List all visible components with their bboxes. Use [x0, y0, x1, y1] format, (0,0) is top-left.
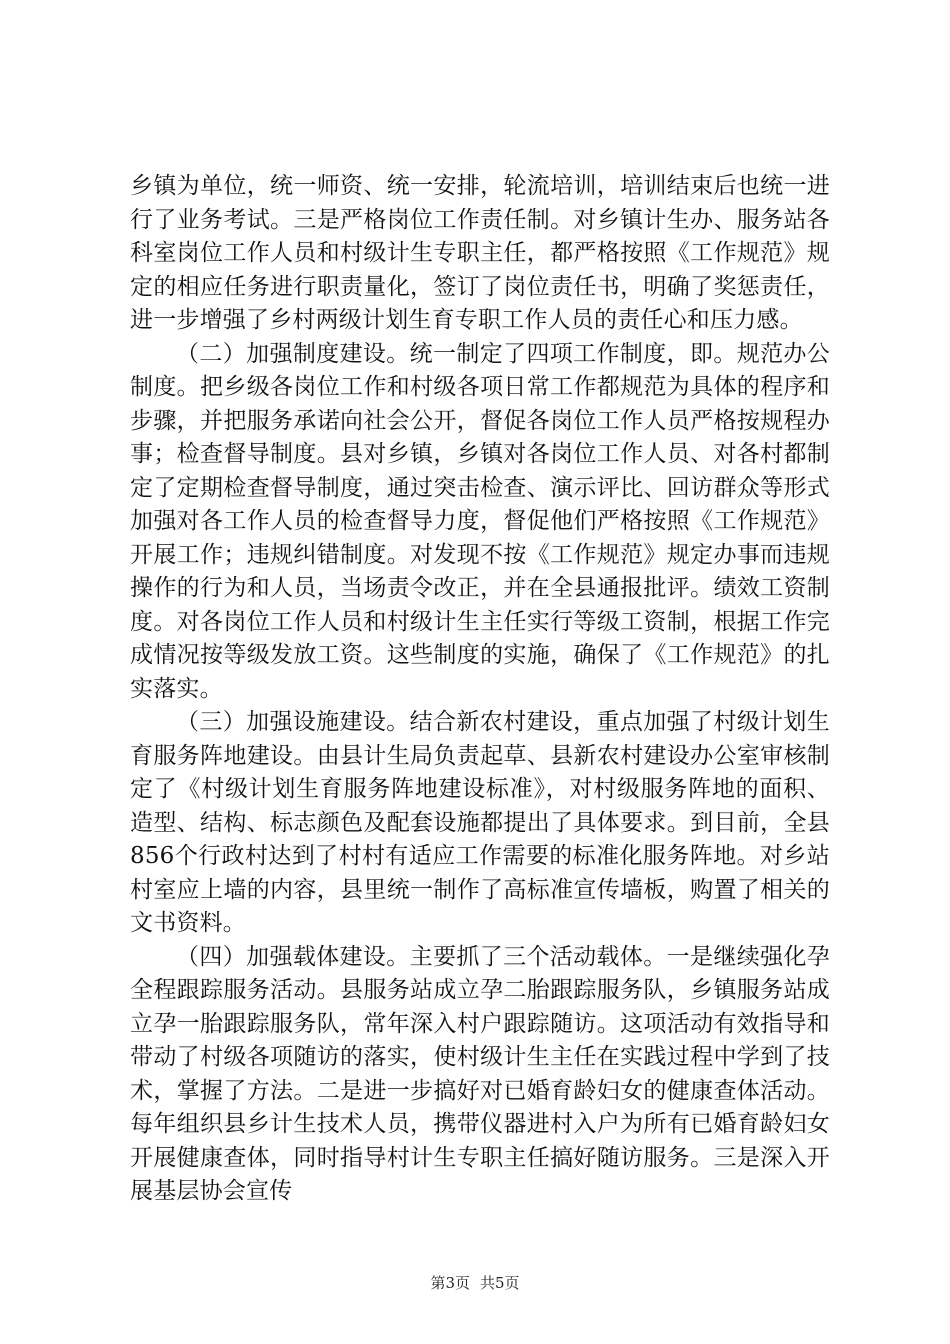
paragraph-carrier-building: （四）加强载体建设。主要抓了三个活动载体。一是继续强化孕全程跟踪服务活动。县服务站成立孕二胎跟踪服务队，乡镇服务站成立孕一胎跟踪服务队，常年深入村户跟踪随访。这项活动有效指导和带动了村级各项随访的落实，使村级计生主任在实践过程中学到了技术，掌握了方法。二是进一步搞好对已婚育龄妇女的健康查体活动。每年组织县乡计生技术人员，携带仪器进村入户为所有已婚育龄妇女开展健康查体，同时指导村计生专职主任搞好随访服务。三是深入开展基层协会宣传	[130, 943, 830, 1204]
paragraph-continuation: 乡镇为单位，统一师资、统一安排，轮流培训，培训结束后也统一进行了业务考试。三是严格岗位工作责任制。对乡镇计生办、服务站各科室岗位工作人员和村级计生专职主任，都严格按照《工作规范》规定的相应任务进行职责量化，签订了岗位责任书，明确了奖惩责任，进一步增强了乡村两级计划生育专职工作人员的责任心和压力感。	[130, 173, 830, 333]
paragraph-system-building: （二）加强制度建设。统一制定了四项工作制度，即。规范办公制度。把乡级各岗位工作和村级各项日常工作都规范为具体的程序和步骤，并把服务承诺向社会公开，督促各岗位工作人员严格按规程办事；检查督导制度。县对乡镇，乡镇对各岗位工作人员、对各村都制定了定期检查督导制度，通过突击检查、演示评比、回访群众等形式加强对各工作人员的检查督导力度，督促他们严格按照《工作规范》开展工作；违规纠错制度。对发现不按《工作规范》规定办事而违规操作的行为和人员，当场责令改正，并在全县通报批评。绩效工资制度。对各岗位工作人员和村级计生主任实行等级工资制，根据工作完成情况按等级发放工资。这些制度的实施，确保了《工作规范》的扎实落实。	[130, 340, 830, 702]
document-body	[130, 170, 830, 1209]
page-footer	[0, 1272, 950, 1293]
page-number: 第3页	[430, 1274, 470, 1292]
page-total: 共5页	[480, 1274, 520, 1292]
paragraph-facility-building: （三）加强设施建设。结合新农村建设，重点加强了村级计划生育服务阵地建设。由县计生局负责起草、县新农村建设办公室审核制定了《村级计划生育服务阵地建设标准》，对村级服务阵地的面积、造型、结构、标志颜色及配套设施都提出了具体要求。到目前，全县856个行政村达到了村村有适应工作需要的标准化服务阵地。对乡站村室应上墙的内容，县里统一制作了高标准宣传墙板，购置了相关的文书资料。	[130, 709, 830, 936]
